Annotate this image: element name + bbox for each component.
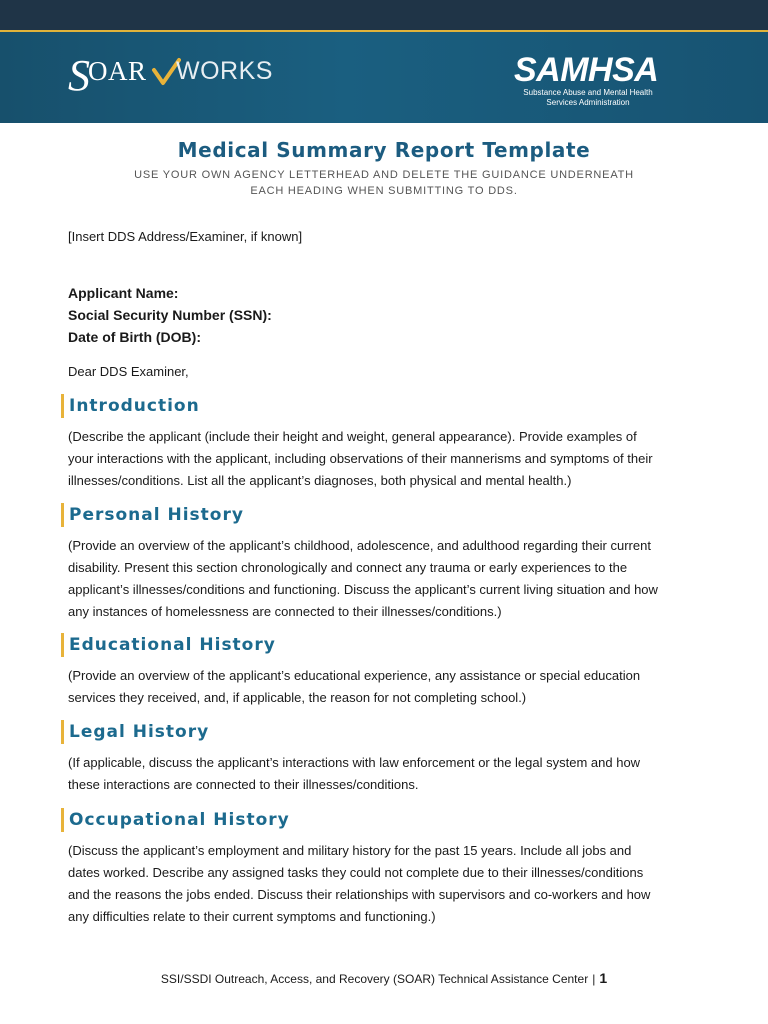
body-line: dates worked. Describe any assigned tasks they could not complete due to their illnesses/conditions — [68, 865, 644, 880]
body-line: (Provide an overview of the applicant’s educational experience, any assistance or special education — [68, 668, 641, 683]
applicant-name-label: Applicant Name: — [68, 285, 179, 301]
body-line: (If applicable, discuss the applicant’s interactions with law enforcement or the legal system and how — [68, 755, 641, 770]
body-line: applicant’s illnesses/conditions and functioning. Discuss the applicant’s current living situation and how — [68, 582, 658, 597]
section-heading-occupational-history: Occupational History — [61, 808, 709, 832]
section-body-personal-history — [68, 535, 708, 623]
samhsa-name: SAMHSA — [514, 51, 659, 89]
footer-text: SSI/SSDI Outreach, Access, and Recovery (SOAR) Technical Assistance Center — [160, 972, 589, 986]
samhsa-subtitle-2: Services Administration — [546, 98, 630, 107]
salutation: Dear DDS Examiner, — [68, 364, 189, 379]
document-title: Medical Summary Report Template — [177, 138, 591, 162]
samhsa-logo — [514, 52, 658, 108]
body-line: (Discuss the applicant’s employment and military history for the past 15 years. Include all jobs and — [68, 843, 632, 858]
body-line: disability. Present this section chronologically and connect any trauma or early experiences to the — [68, 560, 628, 575]
body-line: services they received, and, if applicable, the reason for not completing school.) — [68, 690, 527, 705]
page-footer — [0, 970, 768, 986]
body-line: (Describe the applicant (include their height and weight, general appearance). Provide examples of — [68, 429, 637, 444]
soar-logo-oar: OAR — [88, 56, 147, 86]
body-line: your interactions with the applicant, including observations of their mannerisms and symptoms of their — [68, 451, 653, 466]
footer-separator: | — [592, 972, 596, 986]
body-line: illnesses/conditions. List all the applicant’s diagnoses, both physical and mental health.) — [68, 473, 572, 488]
soar-logo-works: WORKS — [176, 57, 273, 85]
top-bar — [0, 0, 768, 30]
document-subtitle-line: USE YOUR OWN AGENCY LETTERHEAD AND DELETE THE GUIDANCE UNDERNEATH — [134, 169, 634, 181]
document-subtitle — [134, 167, 634, 199]
section-body-occupational-history — [68, 840, 708, 928]
section-heading-legal-history: Legal History — [61, 720, 709, 744]
section-heading-educational-history: Educational History — [61, 633, 709, 657]
section-heading-introduction: Introduction — [61, 394, 709, 418]
dob-label: Date of Birth (DOB): — [68, 329, 201, 345]
document-subtitle-line: EACH HEADING WHEN SUBMITTING TO DDS. — [250, 185, 518, 197]
body-line: any difficulties relate to their current symptoms and functioning.) — [68, 909, 436, 924]
soar-logo-s: S — [68, 51, 90, 100]
section-body-introduction — [68, 426, 708, 492]
section-body-legal-history — [68, 752, 708, 796]
section-heading-personal-history: Personal History — [61, 503, 709, 527]
section-body-educational-history — [68, 665, 708, 709]
address-placeholder: [Insert DDS Address/Examiner, if known] — [68, 229, 303, 244]
body-line: any instances of homelessness are connected to their illnesses/conditions.) — [68, 604, 502, 619]
body-line: and the reasons the jobs ended. Discuss their relationships with supervisors and co-workers and how — [68, 887, 651, 902]
body-line: (Provide an overview of the applicant’s childhood, adolescence, and adulthood regarding their current — [68, 538, 651, 553]
samhsa-subtitle-1: Substance Abuse and Mental Health — [523, 88, 653, 97]
ssn-label: Social Security Number (SSN): — [68, 307, 272, 323]
body-line: these interactions are connected to their illnesses/conditions. — [68, 777, 419, 792]
page-number: 1 — [599, 970, 608, 986]
